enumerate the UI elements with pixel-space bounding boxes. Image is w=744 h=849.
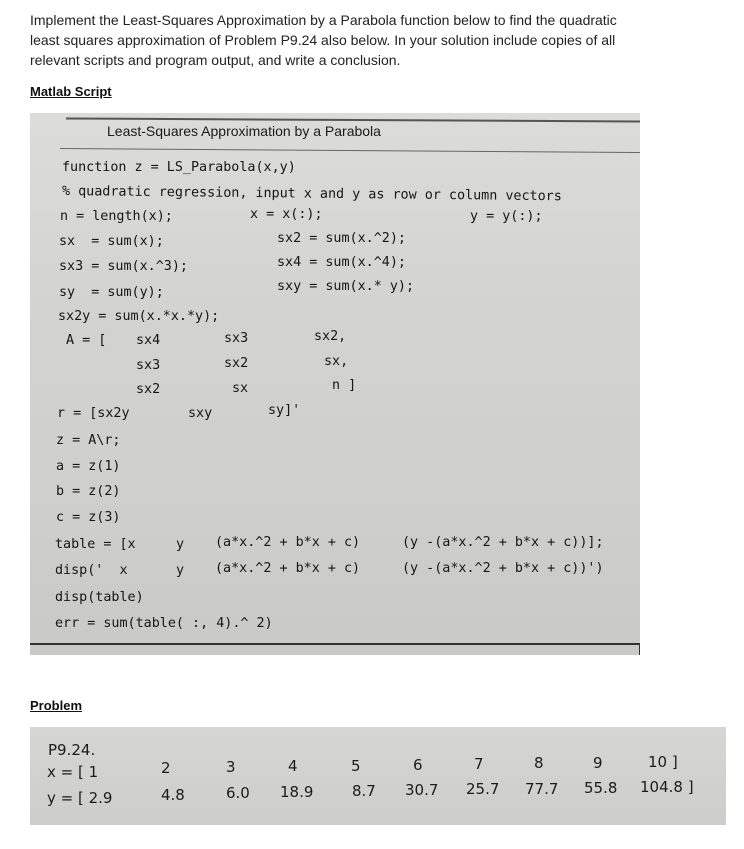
matrix-r2-c2: sx2 bbox=[224, 356, 249, 371]
textbook-code-photo bbox=[30, 113, 640, 655]
x-vector-prefix: x = [ 1 bbox=[47, 763, 99, 781]
x-value: 9 bbox=[593, 754, 603, 772]
y-value: 6.0 bbox=[226, 784, 250, 802]
instructions-line-3: relevant scripts and program output, and write a conclusion. bbox=[30, 52, 401, 68]
code-line-r-a: r = [sx2y bbox=[57, 406, 130, 421]
matrix-r1-c3: sx2, bbox=[314, 329, 347, 344]
y-value: 4.8 bbox=[161, 786, 185, 804]
y-value: 18.9 bbox=[280, 783, 314, 801]
x-value: 8 bbox=[534, 754, 544, 772]
y-value: 55.8 bbox=[584, 779, 618, 797]
code-line-disp-b: y bbox=[176, 563, 185, 578]
instructions-line-2: least squares approximation of Problem P9.24 also below. In your solution include copies of all bbox=[30, 32, 616, 48]
page-edge bbox=[639, 643, 640, 655]
y-value: 25.7 bbox=[466, 780, 500, 798]
code-line-table-a: table = [x bbox=[55, 537, 136, 552]
y-value: 30.7 bbox=[405, 781, 439, 799]
code-line-r-c: sy]' bbox=[268, 403, 301, 418]
code-line-n: n = length(x); bbox=[60, 209, 173, 224]
title-rule bbox=[60, 148, 640, 153]
y-value: 77.7 bbox=[525, 780, 559, 798]
code-line-sx2: sx2 = sum(x.^2); bbox=[277, 231, 406, 246]
code-line-table-d: (y -(a*x.^2 + b*x + c))]; bbox=[402, 535, 604, 550]
matrix-r1-c1: sx4 bbox=[136, 333, 161, 348]
code-line-disp-d: (y -(a*x.^2 + b*x + c))') bbox=[402, 561, 604, 576]
code-line-y: y = y(:); bbox=[470, 209, 543, 224]
code-line-solve: z = A\r; bbox=[56, 433, 121, 448]
problem-label: P9.24. bbox=[48, 741, 96, 759]
y-vector-prefix: y = [ 2.9 bbox=[47, 789, 113, 807]
code-line-r-b: sxy bbox=[188, 406, 213, 421]
code-line-sx2y: sx2y = sum(x.*x.*y); bbox=[58, 309, 220, 324]
matrix-r2-c1: sx3 bbox=[136, 358, 161, 373]
code-line-sx: sx = sum(x); bbox=[59, 234, 164, 249]
code-line-disp-c: (a*x.^2 + b*x + c) bbox=[215, 561, 361, 576]
x-value: 10 ] bbox=[648, 753, 678, 771]
code-line-sxy: sxy = sum(x.* y); bbox=[277, 279, 415, 294]
y-value: 104.8 ] bbox=[640, 778, 694, 796]
code-line-b: b = z(2) bbox=[56, 484, 121, 499]
instructions bbox=[30, 10, 720, 70]
code-line-a: a = z(1) bbox=[56, 459, 121, 474]
code-line-err: err = sum(table( :, 4).^ 2) bbox=[55, 616, 273, 631]
top-rule bbox=[66, 117, 640, 122]
code-line-c: c = z(3) bbox=[56, 510, 121, 525]
code-line-sx3: sx3 = sum(x.^3); bbox=[59, 259, 188, 274]
matrix-r3-c1: sx2 bbox=[136, 382, 161, 397]
instructions-line-1: Implement the Least-Squares Approximation by a Parabola function below to find the quadratic bbox=[30, 12, 617, 28]
code-line-function: function z = LS_Parabola(x,y) bbox=[62, 160, 296, 175]
x-value: 5 bbox=[351, 757, 361, 775]
code-line-sx4: sx4 = sum(x.^4); bbox=[277, 255, 406, 270]
x-value: 4 bbox=[288, 757, 298, 775]
bottom-rule bbox=[30, 643, 640, 645]
code-line-table-b: y bbox=[176, 537, 185, 552]
x-value: 3 bbox=[226, 758, 236, 776]
matrix-r2-c3: sx, bbox=[324, 354, 349, 369]
problem-heading: Problem bbox=[30, 698, 83, 713]
x-value: 6 bbox=[413, 756, 423, 774]
matrix-r1-c2: sx3 bbox=[224, 331, 249, 346]
matrix-r3-c3: n ] bbox=[332, 378, 357, 393]
problem-photo bbox=[30, 727, 726, 825]
matrix-r3-c2: sx bbox=[232, 381, 249, 396]
code-title: Least-Squares Approximation by a Parabola bbox=[107, 123, 381, 139]
matlab-script-heading: Matlab Script bbox=[30, 84, 112, 99]
y-value: 8.7 bbox=[352, 782, 376, 800]
matrix-open: A = [ bbox=[66, 333, 107, 348]
x-value: 7 bbox=[474, 755, 484, 773]
code-line-disp-table: disp(table) bbox=[55, 590, 144, 605]
code-line-x: x = x(:); bbox=[250, 207, 323, 222]
code-line-sy: sy = sum(y); bbox=[59, 285, 164, 300]
code-line-comment: % quadratic regression, input x and y as row or column vectors bbox=[61, 184, 562, 205]
code-line-table-c: (a*x.^2 + b*x + c) bbox=[215, 535, 361, 550]
code-line-disp-a: disp(' x bbox=[55, 563, 128, 578]
x-value: 2 bbox=[161, 759, 171, 777]
